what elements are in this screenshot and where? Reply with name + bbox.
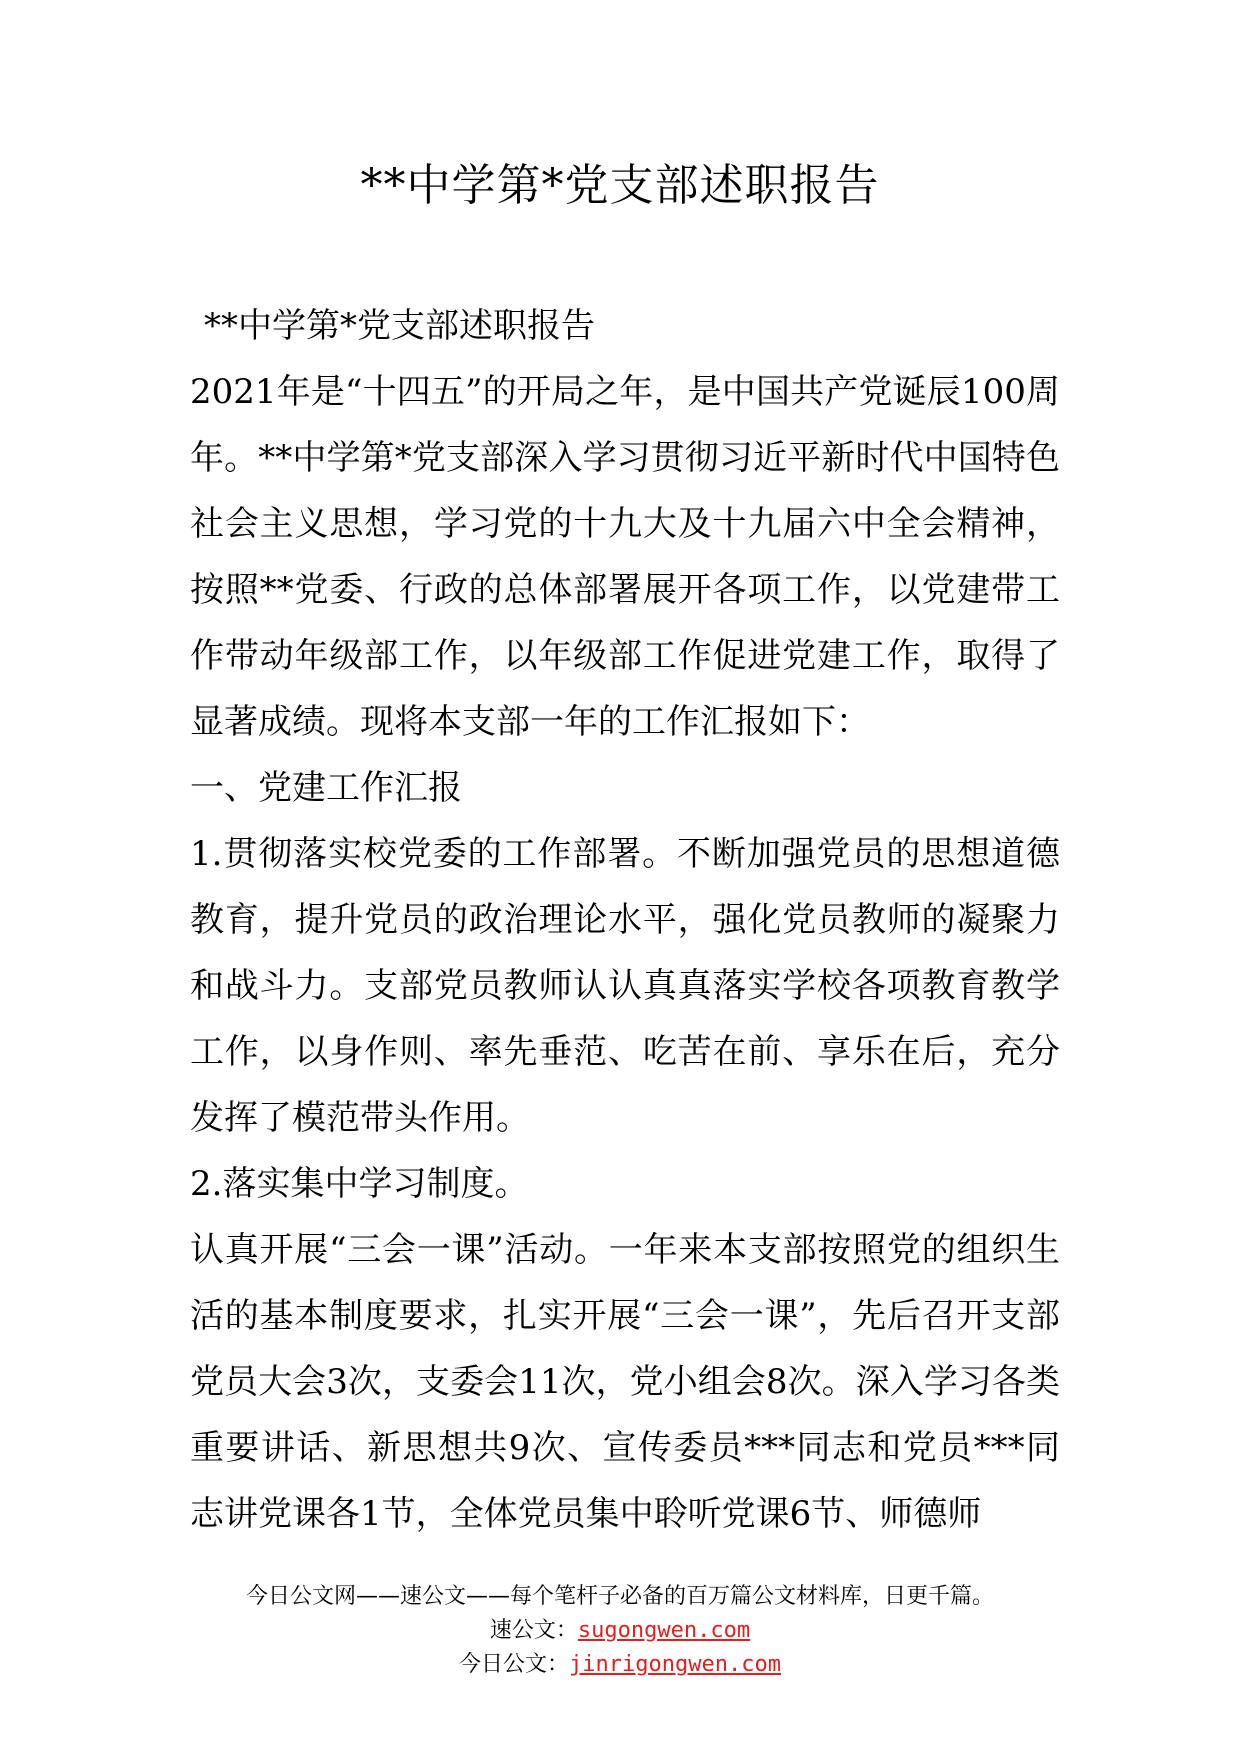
jinrigongwen-link[interactable]: jinrigongwen.com [569,1652,781,1677]
section-heading: 一、党建工作汇报 [190,768,462,808]
paragraph-item-2-body: 认真开展“三会一课”活动。一年来本支部按照党的组织生活的基本制度要求，扎实开展“三会一课”，先后召开支部党员大会3次，支委会11次，党小组会8次。深入学习各类重要讲话、新思想共9次、宣传委员***同志和党员***同志讲党课各1节，全体党员集中聆听党课6节、师德师 [190,1230,1060,1534]
document-title: **中学第*党支部述职报告 [360,160,880,211]
paragraph-intro: 2021年是“十四五”的开局之年，是中国共产党诞辰100周年。**中学第*党支部深入学习贯彻习近平新时代中国特色社会主义思想，学习党的十九大及十九届六中全会精神，按照**党委、行政的总体部署展开各项工作，以党建带工作带动年级部工作，以年级部工作促进党建工作，取得了显著成绩。现将本支部一年的工作汇报如下： [190,372,1060,742]
sugongwen-link[interactable]: sugongwen.com [577,1618,751,1643]
page-footer [0,1580,1240,1682]
document-subtitle: **中学第*党支部述职报告 [204,306,595,346]
footer-jinrigongwen [0,1648,1240,1682]
footer-slogan: 今日公文网——速公文——每个笔杆子必备的百万篇公文材料库，日更千篇。 [245,1584,994,1609]
footer-sugongwen-label: 速公文： [489,1618,578,1643]
document-body [190,293,1060,1547]
footer-jinrigongwen-label: 今日公文： [459,1652,570,1677]
paragraph-item-1: 1.贯彻落实校党委的工作部署。不断加强党员的思想道德教育，提升党员的政治理论水平，强化党员教师的凝聚力和战斗力。支部党员教师认认真真落实学校各项教育教学工作，以身作则、率先垂范、吃苦在前、享乐在后，充分发挥了模范带头作用。 [190,834,1060,1138]
footer-sugongwen [0,1614,1240,1648]
paragraph-item-2-heading: 2.落实集中学习制度。 [190,1164,529,1204]
